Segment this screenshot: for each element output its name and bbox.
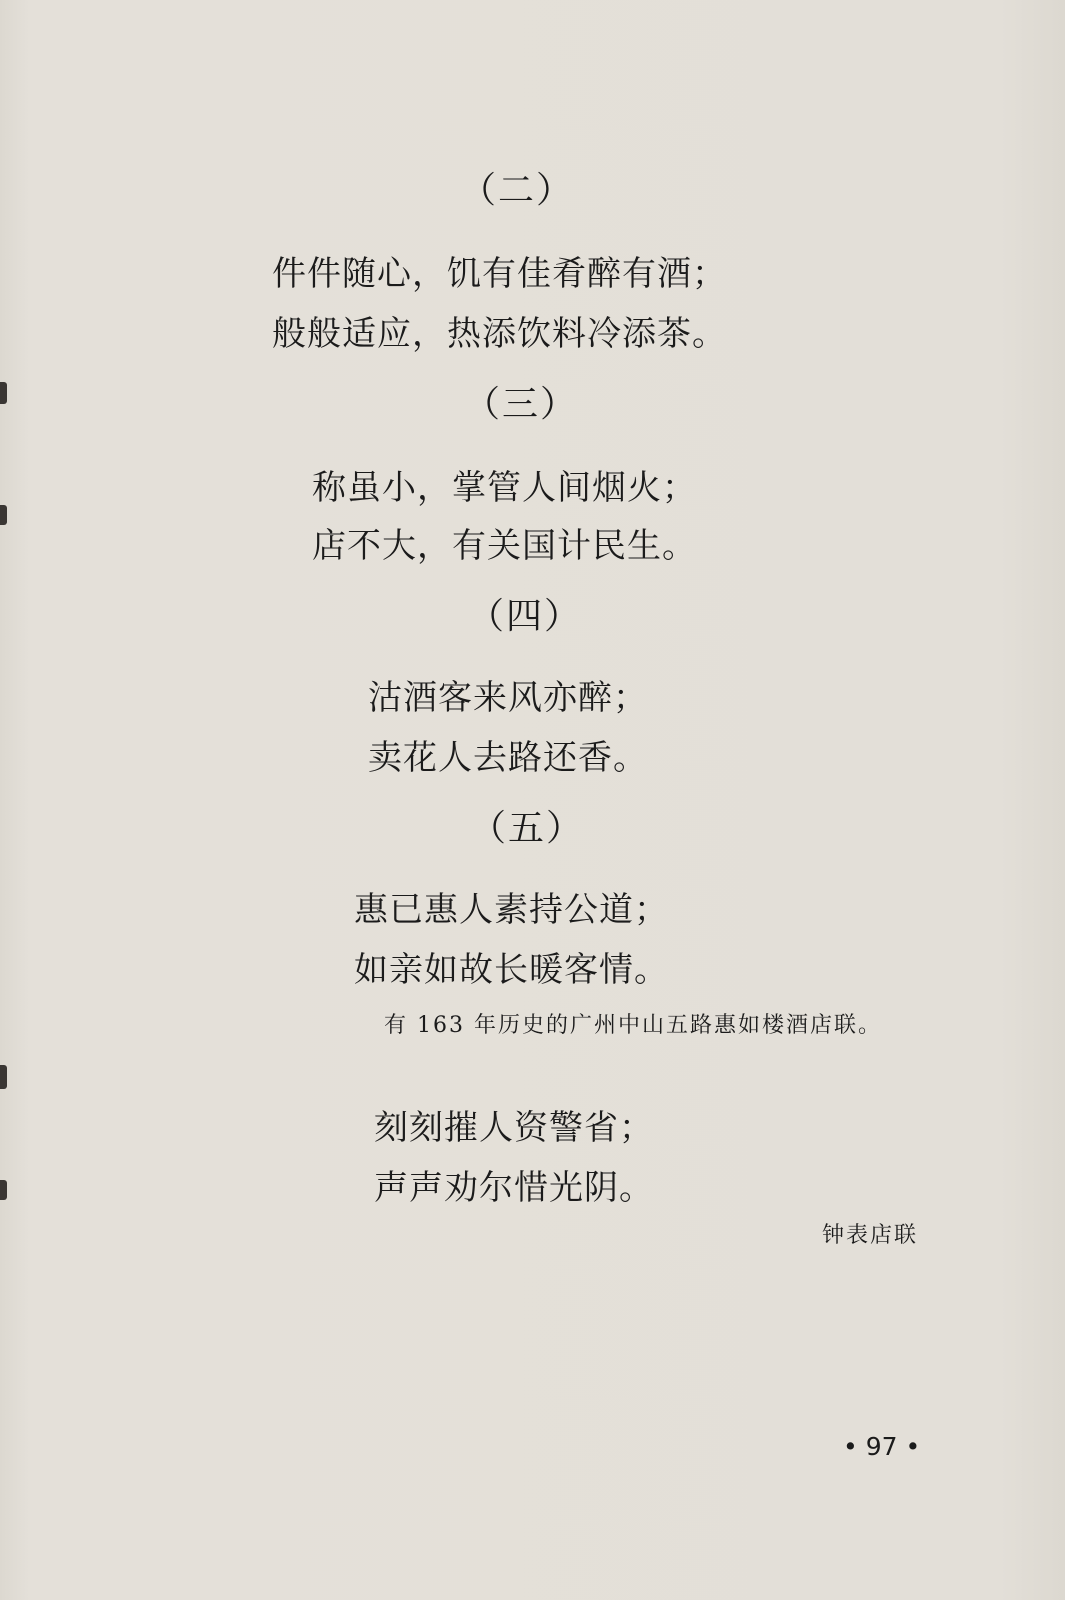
couplet-line: 沽酒客来风亦醉；: [368, 678, 648, 718]
section-heading-5: （五）: [470, 808, 585, 849]
couplet-line: 惠已惠人素持公道；: [354, 890, 669, 930]
couplet-line: 卖花人去路还香。: [368, 738, 648, 778]
section-heading-2: （二）: [460, 170, 575, 211]
couplet-line: 声声劝尔惜光阴。: [374, 1168, 654, 1208]
section-heading-3: （三）: [464, 384, 579, 425]
couplet-line: 般般适应，热添饮料冷添茶。: [272, 314, 727, 354]
section-heading-4: （四）: [468, 596, 583, 637]
couplet-line: 件件随心，饥有佳肴醉有酒；: [272, 254, 727, 294]
page-number: • 97 •: [843, 1432, 921, 1461]
couplet-line: 店不大，有关国计民生。: [312, 526, 697, 566]
binding-mark: [0, 505, 7, 525]
binding-mark: [0, 1180, 7, 1200]
binding-mark: [0, 382, 7, 404]
binding-mark: [0, 1065, 7, 1089]
couplet-line: 称虽小，掌管人间烟火；: [312, 468, 697, 508]
couplet-line: 刻刻摧人资警省；: [374, 1108, 654, 1148]
couplet-line: 如亲如故长暖客情。: [354, 950, 669, 990]
couplet-note: 钟表店联: [822, 1223, 919, 1248]
couplet-note: 有 163 年历史的广州中山五路惠如楼酒店联。: [384, 1013, 882, 1038]
